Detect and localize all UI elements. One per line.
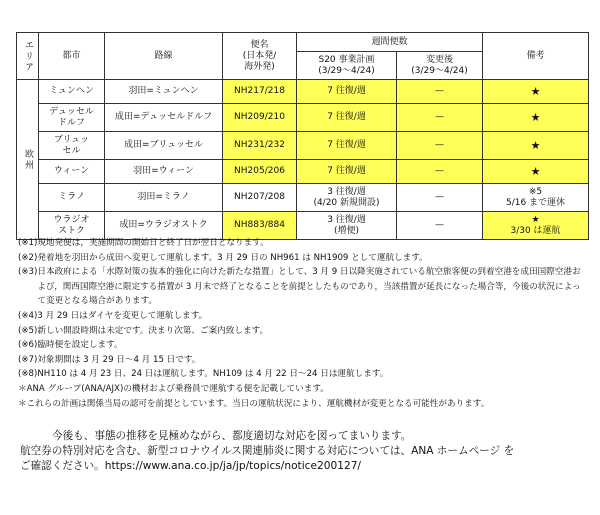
header-s20-plan: S20 事業計画 (3/29～4/24): [297, 52, 397, 80]
footnote-mark: (※8): [18, 369, 38, 380]
flight-cell: NH209/210: [223, 104, 297, 132]
flight-cell: NH883/884: [223, 212, 297, 240]
table-row: [17, 104, 589, 132]
city-cell: ブリュッ セル: [39, 132, 105, 160]
after-cell: —: [397, 160, 483, 184]
footnotes: [18, 236, 586, 411]
flight-schedule-table: [16, 32, 589, 240]
footnote-text: 発着地を羽田から成田へ変更して運航します。3 月 29 日の NH961 は NH1909 として運航します。: [37, 252, 428, 263]
flight-cell: NH231/232: [223, 132, 297, 160]
closing-line-3: [20, 459, 588, 474]
footnote-mark: (※2): [18, 252, 38, 263]
after-cell: —: [397, 104, 483, 132]
header-route: 路線: [105, 33, 223, 80]
header-area: エリア: [17, 33, 39, 80]
footnote-mark: (※5): [18, 325, 38, 336]
footnote: [18, 397, 586, 412]
footnote-text: 日本政府による「水際対策の抜本的強化に向けた新たな措置」として、3 月 9 日以降実施されている航空旅客便の到着空港を成田国際空港および，関西国際空港に限定する措置が 3 月末で終了となることを前提としたものであり，当該措置が延長になった場合等，今後の状況によって変更となる場合があります。: [37, 267, 581, 307]
plan-cell: 3 往復/週 (増便): [297, 212, 397, 240]
plan-cell: 7 往復/週: [297, 104, 397, 132]
region-cell: 欧州: [17, 80, 39, 240]
route-cell: 羽田=ミュンヘン: [105, 80, 223, 104]
flight-cell: NH205/206: [223, 160, 297, 184]
table-row: [17, 184, 589, 212]
table-row: [17, 80, 589, 104]
header-weekly: 週間便数: [297, 33, 483, 52]
route-cell: 羽田=ミラノ: [105, 184, 223, 212]
footnote: [18, 265, 586, 309]
route-cell: 成田=ブリュッセル: [105, 132, 223, 160]
table-row: [17, 160, 589, 184]
footnote-text: これらの計画は関係当局の認可を前提としています。当日の運航状況により、運航機材が変更となる可能性があります。: [26, 398, 490, 409]
city-cell: ミラノ: [39, 184, 105, 212]
route-cell: 成田=ウラジオストク: [105, 212, 223, 240]
city-cell: デュッセル ドルフ: [39, 104, 105, 132]
footnote-mark: (※3): [18, 267, 38, 278]
closing-line-2: 航空券の特別対応を含む、新型コロナウイルス関連肺炎に関する対応については、ANA ホームページ を: [20, 445, 515, 457]
plan-cell: 3 往復/週 (4/20 新規開設): [297, 184, 397, 212]
closing-line-3-prefix: ご確認ください。: [20, 460, 105, 472]
flight-cell: NH207/208: [223, 184, 297, 212]
notice-link[interactable]: https://www.ana.co.jp/ja/jp/topics/notice200127/: [104, 460, 362, 472]
city-cell: ウラジオ ストク: [39, 212, 105, 240]
header-after-change: 変更後 (3/29～4/24): [397, 52, 483, 80]
after-cell: —: [397, 184, 483, 212]
footnote: [18, 324, 586, 339]
route-cell: 成田=デュッセルドルフ: [105, 104, 223, 132]
after-cell: —: [397, 132, 483, 160]
city-cell: ウィーン: [39, 160, 105, 184]
flight-cell: NH217/218: [223, 80, 297, 104]
route-cell: 羽田=ウィーン: [105, 160, 223, 184]
header-remarks: 備考: [483, 33, 589, 80]
plan-cell: 7 往復/週: [297, 80, 397, 104]
footnote: [18, 236, 586, 251]
footnote-text: 3 月 29 日はダイヤを変更して運航します。: [37, 310, 208, 321]
header-city: 都市: [39, 33, 105, 80]
after-cell: —: [397, 80, 483, 104]
footnote-text: 臨時便を設定します。: [37, 340, 123, 351]
closing-paragraph: [20, 429, 588, 474]
remarks-cell: ※5 5/16 まで運休: [483, 184, 589, 212]
remarks-cell: ★: [483, 132, 589, 160]
city-cell: ミュンヘン: [39, 80, 105, 104]
footnote-text: NH110 は 4 月 23 日、24 日は運航します。NH109 は 4 月 22 日～24 日は運航します。: [37, 369, 389, 380]
remarks-cell: ★: [483, 160, 589, 184]
remarks-cell: ★ 3/30 は運航: [483, 212, 589, 240]
remarks-cell: ★: [483, 80, 589, 104]
footnote: [18, 353, 586, 368]
footnote: [18, 367, 586, 382]
footnote: [18, 382, 586, 397]
footnote-mark: ＊: [18, 383, 27, 394]
footnote: [18, 338, 586, 353]
footnote-text: 現地発便は，実施期間の開始日と終了日が翌日となります。: [37, 238, 269, 248]
footnote-text: 新しい開設時期は未定です。決まり次第、ご案内致します。: [37, 325, 269, 336]
footnote-mark: (※7): [18, 354, 38, 365]
closing-line-1: 今後も、事態の推移を見極めながら、都度適切な対応を図ってまいります。: [52, 430, 412, 442]
footnote-mark: (※1): [18, 238, 38, 248]
remarks-cell: ★: [483, 104, 589, 132]
footnote-text: 対象期間は 3 月 29 日～4 月 15 日です。: [37, 354, 201, 365]
footnote-mark: ＊: [18, 398, 27, 409]
header-flight: 便名 (日本発/ 海外発): [223, 33, 297, 80]
footnote-mark: (※4): [18, 310, 38, 321]
footnote-text: ANA グループ(ANA/AJX)の機材および乗務員で運航する便を記載しています。: [26, 383, 329, 394]
plan-cell: 7 往復/週: [297, 160, 397, 184]
table-row: [17, 132, 589, 160]
after-cell: —: [397, 212, 483, 240]
plan-cell: 7 往復/週: [297, 132, 397, 160]
footnote: [18, 251, 586, 266]
footnote-mark: (※6): [18, 340, 38, 351]
footnote: [18, 309, 586, 324]
